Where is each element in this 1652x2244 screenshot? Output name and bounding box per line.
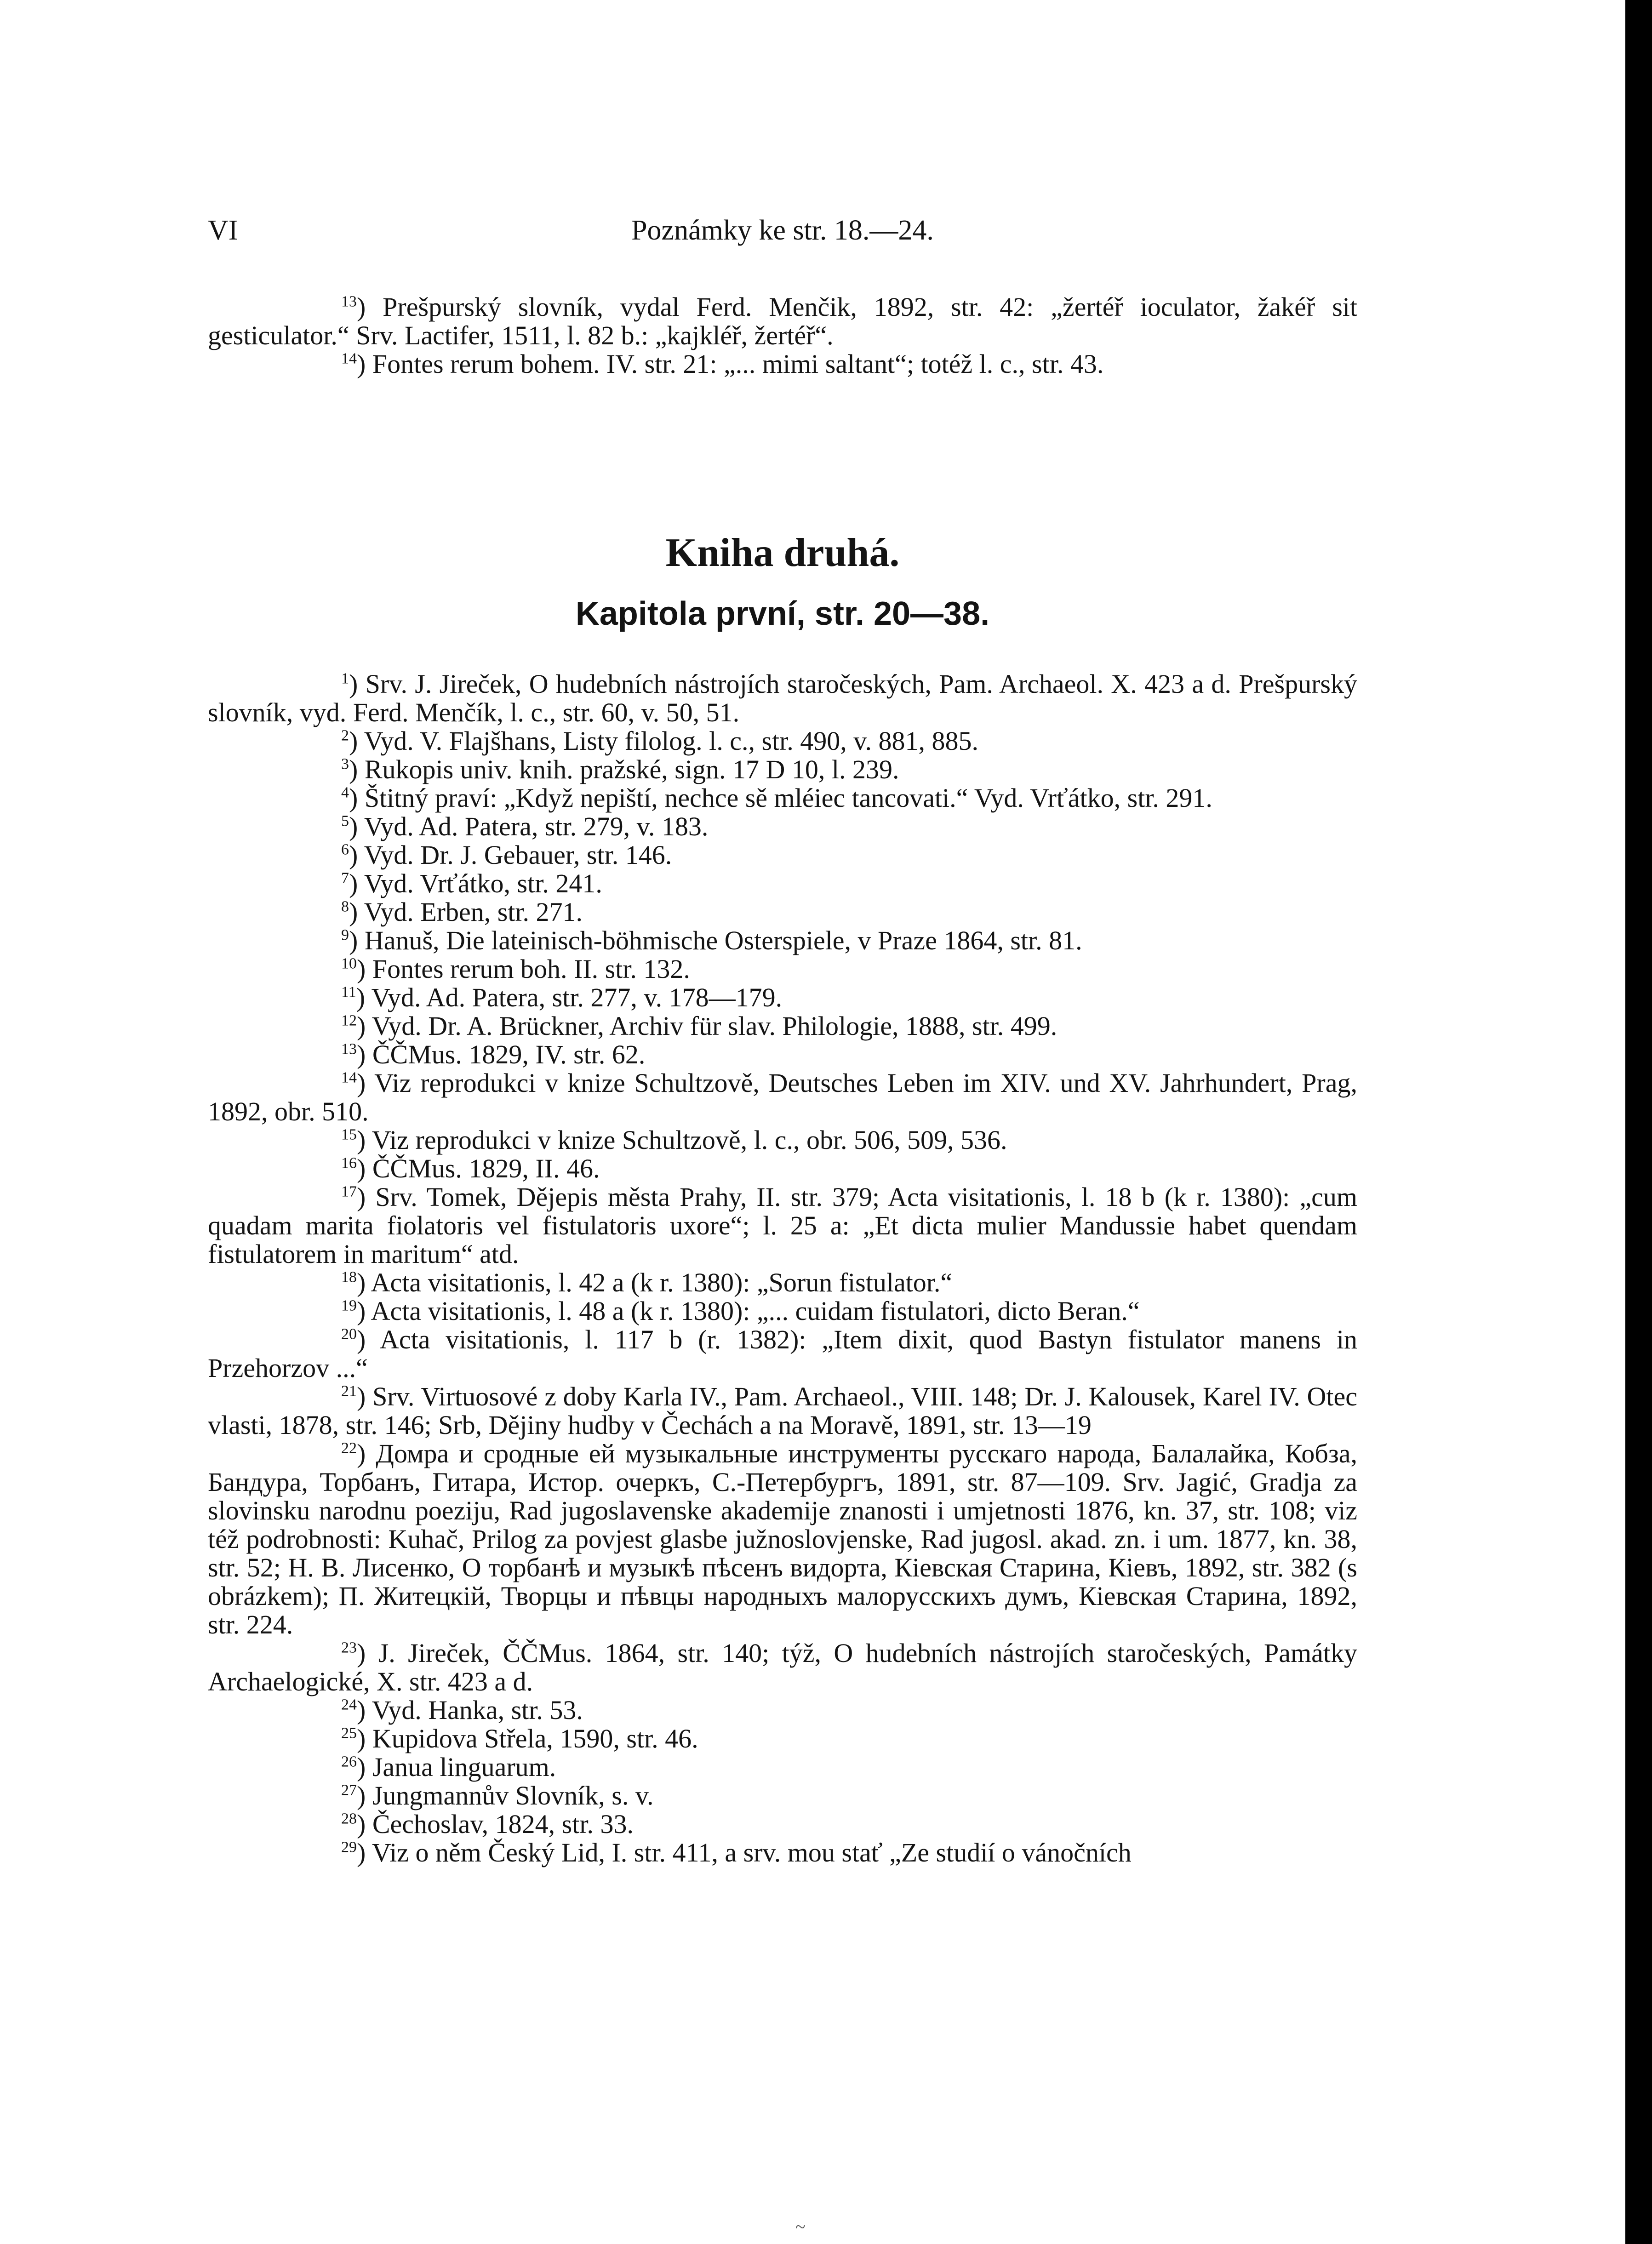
- footnote: [208, 784, 1357, 812]
- footnote-number: 22: [341, 1439, 357, 1457]
- footnote: [208, 1040, 1357, 1069]
- footnote-paren: ): [349, 840, 364, 870]
- footnote-paren: ): [357, 1182, 376, 1212]
- footnote-text: Hanuš, Die lateinisch-böhmische Osterspiele, v Praze 1864, str. 81.: [364, 925, 1082, 955]
- footnote-text: Vyd. Dr. J. Gebauer, str. 146.: [364, 840, 672, 870]
- footnote-number: 26: [341, 1753, 357, 1770]
- footnote: [208, 350, 1357, 378]
- footnote-number: 4: [341, 784, 349, 801]
- footnote-paren: ): [357, 1838, 372, 1867]
- footnote: [208, 670, 1357, 727]
- footnote-number: 16: [341, 1154, 357, 1172]
- footnote: [208, 1382, 1357, 1439]
- footnote-paren: ): [357, 1268, 371, 1297]
- footnote-text: Vyd. V. Flajšhans, Listy filolog. l. c., str. 490, v. 881, 885.: [364, 726, 978, 756]
- footnote-number: 17: [341, 1183, 357, 1200]
- footnote-number: 27: [341, 1781, 357, 1799]
- footnote-number: 20: [341, 1325, 357, 1343]
- footnote-number: 5: [341, 812, 349, 830]
- scan-mark: ~: [795, 2216, 806, 2237]
- footnote-number: 13: [341, 1040, 357, 1058]
- footnote-number: 23: [341, 1639, 357, 1656]
- footnote: [208, 955, 1357, 983]
- footnote: [208, 1439, 1357, 1639]
- chapter-title: Kapitola první, str. 20—38.: [575, 595, 990, 632]
- footnote-number: 21: [341, 1382, 357, 1400]
- running-title: Poznámky ke str. 18.—24.: [631, 215, 934, 246]
- footnote: [208, 926, 1357, 955]
- book-title: Kniha druhá.: [665, 531, 900, 575]
- footnote-paren: ): [357, 1068, 375, 1098]
- footnote-text: Fontes rerum bohem. IV. str. 21: „... mimi saltant“; totéž l. c., str. 43.: [372, 349, 1104, 379]
- document-page: [208, 216, 1357, 1867]
- footnote-number: 19: [341, 1297, 357, 1314]
- footnote-number: 7: [341, 869, 349, 887]
- footnote-paren: ): [357, 1724, 372, 1753]
- footnote-text: ČČMus. 1829, II. 46.: [372, 1153, 600, 1183]
- footnote-text: Čechoslav, 1824, str. 33.: [372, 1809, 634, 1839]
- footnote: [208, 293, 1357, 350]
- footnote-text: Vyd. Ad. Patera, str. 279, v. 183.: [364, 811, 709, 841]
- footnote-text: Vyd. Erben, str. 271.: [364, 897, 583, 927]
- footnote-text: Acta visitationis, l. 117 b (r. 1382): „Item dixit, quod Bastyn fistulator manens in Przehorzov ...“: [208, 1325, 1357, 1383]
- footnote-number: 24: [341, 1696, 357, 1713]
- footnote-paren: ): [349, 783, 365, 813]
- footnote-paren: ): [357, 1809, 372, 1839]
- footnote-number: 14: [341, 350, 357, 367]
- footnote-paren: ): [357, 1781, 372, 1810]
- footnote: [208, 1810, 1357, 1839]
- footnote: [208, 898, 1357, 926]
- footnote-text: Acta visitationis, l. 42 a (k r. 1380): „Sorun fistulator.“: [371, 1268, 953, 1297]
- footnote: [208, 1696, 1357, 1724]
- footnote-text: Viz reprodukci v knize Schultzově, l. c., obr. 506, 509, 536.: [372, 1125, 1007, 1155]
- footnote: [208, 1781, 1357, 1810]
- footnote-text: Rukopis univ. knih. pražské, sign. 17 D 10, l. 239.: [364, 754, 899, 784]
- page-header: [208, 216, 1357, 245]
- footnote-text: Fontes rerum boh. II. str. 132.: [372, 954, 690, 984]
- footnote-text: Viz reprodukci v knize Schultzově, Deutsches Leben im XIV. und XV. Jahrhundert, Prag, 1892, obr. 510.: [208, 1068, 1357, 1126]
- footnote: [208, 1639, 1357, 1696]
- footnote: [208, 983, 1357, 1012]
- footnote-number: 29: [341, 1839, 357, 1856]
- footnote-paren: ): [357, 1638, 378, 1668]
- footnote-paren: ): [357, 1011, 372, 1041]
- footnote-paren: ): [349, 754, 365, 784]
- chapter-footnotes: [208, 670, 1357, 1867]
- footnote-number: 11: [341, 983, 356, 1001]
- footnote-text: Srv. J. Jireček, O hudebních nástrojích staročeských, Pam. Archaeol. X. 423 a d. Prešpurský slovník, vyd. Ferd. Menčík, l. c., str. 60, v. 50, 51.: [208, 669, 1357, 727]
- footnote-number: 3: [341, 755, 349, 773]
- footnote-text: Домра и сродные ей музыкальные инструменты русскаго народа, Балалайка, Кобза, Бандура, Торбанъ, Гитара, Истор. очеркъ, С.-Петербургъ, 1891, str. 87—109. Srv. Jagić, Gradja za slovinsku narodnu poeziju, Rad jugoslavenske akademije znanosti i umjetnosti 1876, kn. 37, str. 108; viz též podrobnosti: Kuhač, Prilog za povjest glasbe južnoslovjenske, Rad jugosl. akad. zn. i um. 1877, kn. 38, str. 52; Н. В. Лисенко, О торбанѣ и музыкѣ пѣсенъ видорта, Кіевская Старина, Кіевъ, 1892, str. 382 (s obrázkem); П. Житецкій, Творцы и пѣвцы народныхъ малорусскихъ думъ, Кіевская Старина, 1892, str. 224.: [208, 1439, 1357, 1639]
- footnote-paren: ): [357, 292, 383, 322]
- footnote-number: 28: [341, 1810, 357, 1827]
- footnote-paren: ): [349, 669, 366, 699]
- footnote: [208, 1724, 1357, 1753]
- footnote-paren: ): [357, 349, 372, 379]
- footnote: [208, 727, 1357, 755]
- footnote-number: 10: [341, 955, 357, 972]
- footnote: [208, 1297, 1357, 1325]
- footnote-number: 1: [341, 670, 349, 687]
- footnote: [208, 1268, 1357, 1297]
- footnote: [208, 1753, 1357, 1781]
- footnote: [208, 1069, 1357, 1126]
- footnote-number: 9: [341, 926, 349, 944]
- footnote: [208, 1154, 1357, 1183]
- footnote-paren: ): [357, 1752, 372, 1782]
- footnote-number: 2: [341, 727, 349, 744]
- footnote-paren: ): [357, 954, 372, 984]
- prior-footnotes: [208, 293, 1357, 378]
- footnote-text: Vyd. Ad. Patera, str. 277, v. 178—179.: [371, 982, 783, 1012]
- page-number: VI: [208, 215, 238, 246]
- footnote-text: J. Jireček, ČČMus. 1864, str. 140; týž, O hudebních nástrojích staročeských, Památky Archaelogické, X. str. 423 a d.: [208, 1638, 1357, 1696]
- footnote: [208, 841, 1357, 869]
- footnote-text: Kupidova Střela, 1590, str. 46.: [372, 1724, 698, 1753]
- footnote-number: 6: [341, 841, 349, 858]
- footnote: [208, 1126, 1357, 1154]
- footnote-text: Srv. Tomek, Dějepis města Prahy, II. str. 379; Acta visitationis, l. 18 b (k r. 1380): „cum quadam marita fiolatoris vel fistulatoris uxore“; l. 25 a: „Et dicta mulier Mandussie habet quendam fistulatorem in maritum“ atd.: [208, 1182, 1357, 1269]
- footnote-text: Viz o něm Český Lid, I. str. 411, a srv. mou stať „Ze studií o vánočních: [372, 1838, 1132, 1867]
- footnote-text: Prešpurský slovník, vydal Ferd. Menčik, 1892, str. 42: „žertéř ioculator, žakéř sit gesticulator.“ Srv. Lactifer, 1511, l. 82 b.: „kajkléř, žertéř“.: [208, 292, 1357, 350]
- footnote-text: Jungmannův Slovník, s. v.: [372, 1781, 654, 1810]
- footnote-text: Vyd. Hanka, str. 53.: [372, 1695, 583, 1725]
- footnote-text: Vyd. Vrťátko, str. 241.: [364, 868, 602, 898]
- footnote: [208, 1839, 1357, 1867]
- footnote-paren: ): [349, 811, 364, 841]
- footnote: [208, 1183, 1357, 1268]
- footnote-text: Štitný praví: „Když nepiští, nechce sě mléiec tancovati.“ Vyd. Vrťátko, str. 291.: [364, 783, 1212, 813]
- footnote: [208, 812, 1357, 841]
- footnote-number: 14: [341, 1069, 357, 1086]
- footnote-paren: ): [357, 1695, 372, 1725]
- footnote-paren: ): [349, 897, 364, 927]
- footnote-number: 18: [341, 1268, 357, 1286]
- footnote-number: 15: [341, 1126, 357, 1143]
- footnote: [208, 755, 1357, 784]
- footnote-paren: ): [357, 1125, 372, 1155]
- footnote-paren: ): [357, 1296, 371, 1326]
- footnote-number: 8: [341, 898, 349, 915]
- footnote-text: Srv. Virtuosové z doby Karla IV., Pam. Archaeol., VIII. 148; Dr. J. Kalousek, Karel IV. Otec vlasti, 1878, str. 146; Srb, Dějiny hudby v Čechách a na Moravě, 1891, str. 13—19: [208, 1382, 1357, 1440]
- footnote-paren: ): [357, 1039, 372, 1069]
- footnote: [208, 1325, 1357, 1382]
- footnote-paren: ): [357, 1382, 373, 1411]
- footnote-text: Janua linguarum.: [372, 1752, 556, 1782]
- footnote: [208, 869, 1357, 898]
- footnote-number: 25: [341, 1724, 357, 1742]
- footnote-text: Acta visitationis, l. 48 a (k r. 1380): „... cuidam fistulatori, dicto Beran.“: [371, 1296, 1140, 1326]
- footnote-paren: ): [349, 925, 365, 955]
- footnote-paren: ): [357, 1153, 372, 1183]
- footnote-text: ČČMus. 1829, IV. str. 62.: [372, 1039, 646, 1069]
- footnote-paren: ): [349, 726, 364, 756]
- footnote-text: Vyd. Dr. A. Brückner, Archiv für slav. Philologie, 1888, str. 499.: [372, 1011, 1058, 1041]
- footnote-paren: ): [357, 1439, 376, 1468]
- footnote-paren: ): [356, 982, 372, 1012]
- footnote: [208, 1012, 1357, 1040]
- footnote-paren: ): [349, 868, 364, 898]
- footnote-paren: ): [357, 1325, 380, 1354]
- footnote-number: 13: [341, 293, 357, 310]
- scan-edge-border: [1625, 0, 1652, 2244]
- footnote-number: 12: [341, 1012, 357, 1029]
